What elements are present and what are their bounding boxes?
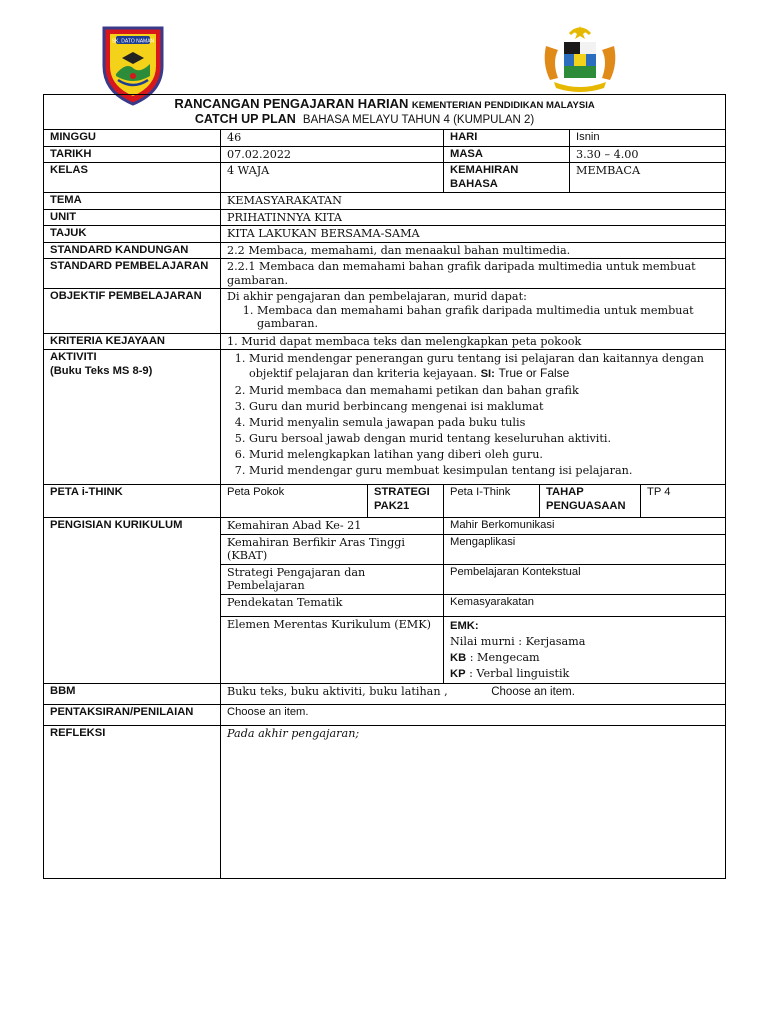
row-objektif — [44, 289, 726, 334]
si-value: True or False — [498, 366, 570, 380]
row-aktiviti — [44, 350, 726, 485]
label-tema: TEMA — [44, 193, 221, 210]
label-standard-pembelajaran: STANDARD PEMBELAJARAN — [44, 259, 221, 289]
label-strategi-pak21: STRATEGI PAK21 — [368, 485, 444, 518]
label-tahap-penguasaan: TAHAP PENGUASAAN — [540, 485, 641, 518]
kurikulum-key: Kemahiran Abad Ke- 21 — [221, 518, 444, 535]
aktiviti-item — [249, 351, 719, 382]
label-bbm: BBM — [44, 683, 221, 704]
row-kelas — [44, 163, 726, 193]
school-name-text: SK. DATO NAMAN — [111, 38, 155, 45]
bbm-choose-item-dropdown[interactable]: Choose an item. — [491, 685, 575, 698]
value-tajuk: KITA LAKUKAN BERSAMA-SAMA — [221, 226, 726, 243]
value-objektif — [221, 289, 726, 334]
aktiviti-item: 2. Murid membaca dan memahami petikan dan bahan grafik — [249, 383, 719, 398]
value-strategi-pak21: Peta I-Think — [444, 485, 540, 518]
pentaksiran-choose-item-dropdown[interactable]: Choose an item. — [221, 704, 726, 725]
label-pengisian-kurikulum: PENGISIAN KURIKULUM — [44, 518, 221, 684]
row-peta-i-think — [44, 485, 726, 518]
kb-value: : Mengecam — [469, 650, 540, 664]
label-peta-i-think: PETA i-THINK — [44, 485, 221, 518]
value-kriteria: 1. Murid dapat membaca teks dan melengkapkan peta pokook — [221, 333, 726, 350]
row-standard-kandungan — [44, 242, 726, 259]
value-unit: PRIHATINNYA KITA — [221, 209, 726, 226]
kp-label: KP — [450, 667, 466, 680]
value-minggu: 46 — [221, 130, 444, 147]
bbm-text: Buku teks, buku aktiviti, buku latihan , — [227, 684, 448, 698]
kurikulum-value: Mengaplikasi — [444, 534, 726, 564]
emk-cell — [444, 616, 726, 683]
label-aktiviti — [44, 350, 221, 485]
row-refleksi — [44, 725, 726, 878]
row-kriteria — [44, 333, 726, 350]
value-aktiviti — [221, 350, 726, 485]
kb-label: KB — [450, 651, 467, 664]
value-bbm — [221, 683, 726, 704]
nilai-value: Kerjasama — [525, 634, 586, 648]
aktiviti-item: 4. Murid menyalin semula jawapan pada buku tulis — [249, 415, 719, 430]
value-peta-i-think: Peta Pokok — [221, 485, 368, 518]
row-unit — [44, 209, 726, 226]
label-unit: UNIT — [44, 209, 221, 226]
label-kelas: KELAS — [44, 163, 221, 193]
aktiviti-label: AKTIVITI — [50, 351, 97, 363]
value-kemahiran-bahasa: MEMBACA — [570, 163, 726, 193]
kurikulum-key: Kemahiran Berfikir Aras Tinggi (KBAT) — [221, 534, 444, 564]
aktiviti-item: 5. Guru bersoal jawab dengan murid tentang keseluruhan aktiviti. — [249, 431, 719, 446]
emk-kb — [450, 650, 719, 666]
label-kemahiran-bahasa: KEMAHIRAN BAHASA — [444, 163, 570, 193]
header-row — [44, 95, 726, 130]
ministry-name: KEMENTERIAN PENDIDIKAN MALAYSIA — [411, 100, 595, 111]
value-tarikh: 07.02.2022 — [221, 146, 444, 163]
label-kriteria: KRITERIA KEJAYAAN — [44, 333, 221, 350]
value-standard-pembelajaran: 2.2.1 Membaca dan memahami bahan grafik daripada multimedia untuk membuat gambaran. — [221, 259, 726, 289]
kurikulum-key: Strategi Pengajaran dan Pembelajaran — [221, 564, 444, 594]
kurikulum-value: Mahir Berkomunikasi — [444, 518, 726, 535]
aktiviti-sublabel: (Buku Teks MS 8-9) — [50, 364, 153, 377]
emk-title: EMK: — [450, 619, 479, 632]
value-tahap-penguasaan: TP 4 — [641, 485, 726, 518]
value-masa: 3.30 – 4.00 — [570, 146, 726, 163]
label-tarikh: TARIKH — [44, 146, 221, 163]
si-label: SI: — [480, 368, 495, 380]
catch-up-plan-title: CATCH UP PLAN — [194, 111, 296, 126]
row-bbm — [44, 683, 726, 704]
kurikulum-value: Pembelajaran Kontekstual — [444, 564, 726, 594]
aktiviti-item-1-text: Murid mendengar penerangan guru tentang isi pelajaran dan kaitannya dengan objektif pelajaran dan kriteria kejayaan. — [249, 352, 704, 380]
value-tema: KEMASYARAKATAN — [221, 193, 726, 210]
row-tajuk — [44, 226, 726, 243]
objektif-item: 1. Membaca dan memahami bahan grafik daripada multimedia untuk membuat gambaran. — [257, 304, 719, 331]
row-minggu — [44, 130, 726, 147]
emk-nilai — [450, 634, 719, 650]
row-tema — [44, 193, 726, 210]
aktiviti-item: 3. Guru dan murid berbincang mengenai isi maklumat — [249, 399, 719, 414]
row-tarikh — [44, 146, 726, 163]
label-objektif: OBJEKTIF PEMBELAJARAN — [44, 289, 221, 334]
subject-title: BAHASA MELAYU TAHUN 4 (KUMPULAN 2) — [302, 113, 535, 126]
kurikulum-key: Elemen Merentas Kurikulum (EMK) — [221, 616, 444, 683]
kurikulum-key: Pendekatan Tematik — [221, 594, 444, 616]
label-tajuk: TAJUK — [44, 226, 221, 243]
emk-kp — [450, 666, 719, 682]
label-refleksi: REFLEKSI — [44, 725, 221, 878]
value-hari: Isnin — [570, 130, 726, 147]
label-standard-kandungan: STANDARD KANDUNGAN — [44, 242, 221, 259]
objektif-intro: Di akhir pengajaran dan pembelajaran, murid dapat: — [227, 290, 527, 303]
value-standard-kandungan: 2.2 Membaca, memahami, dan menaakul bahan multimedia. — [221, 242, 726, 259]
aktiviti-item: 7. Murid mendengar guru membuat kesimpulan tentang isi pelajaran. — [249, 463, 719, 478]
label-hari: HARI — [444, 130, 570, 147]
label-masa: MASA — [444, 146, 570, 163]
kurikulum-value: Kemasyarakatan — [444, 594, 726, 616]
plan-header — [44, 95, 726, 130]
label-pentaksiran: PENTAKSIRAN/PENILAIAN — [44, 704, 221, 725]
row-kurikulum-1 — [44, 518, 726, 535]
row-pentaksiran — [44, 704, 726, 725]
plan-title: RANCANGAN PENGAJARAN HARIAN — [174, 96, 409, 111]
lesson-plan-table — [43, 94, 726, 879]
row-standard-pembelajaran — [44, 259, 726, 289]
aktiviti-item: 6. Murid melengkapkan latihan yang diberi oleh guru. — [249, 447, 719, 462]
value-refleksi[interactable]: Pada akhir pengajaran; — [221, 725, 726, 878]
kp-value: : Verbal linguistik — [469, 666, 570, 680]
label-minggu: MINGGU — [44, 130, 221, 147]
malaysia-coat-of-arms-icon — [540, 24, 620, 94]
value-kelas: 4 WAJA — [221, 163, 444, 193]
nilai-label: Nilai murni : — [450, 634, 523, 648]
